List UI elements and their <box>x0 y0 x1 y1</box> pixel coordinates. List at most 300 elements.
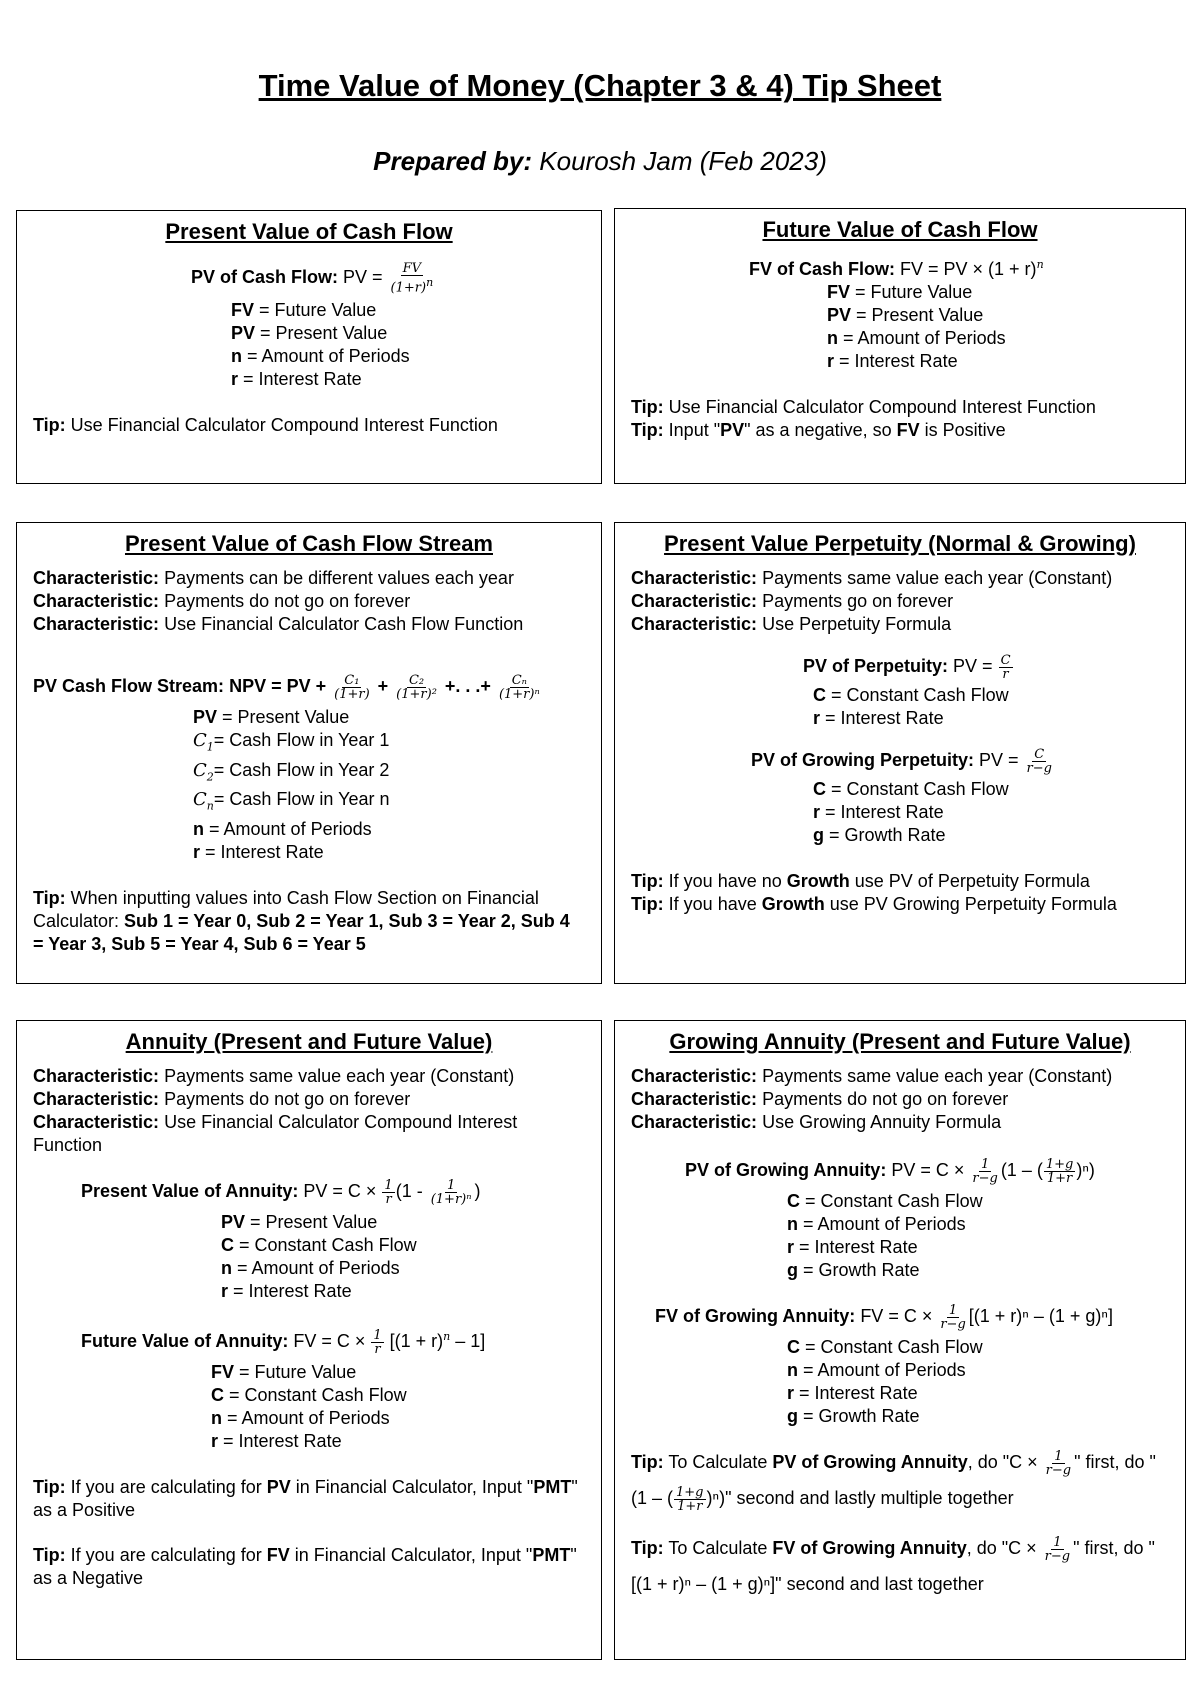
tip-bold: PMT <box>532 1545 571 1565</box>
formula-label: PV Cash Flow Stream: <box>33 676 225 696</box>
def-c1 <box>193 729 585 759</box>
tip <box>631 419 1169 442</box>
tip-text: To Calculate <box>663 1452 773 1472</box>
tip-text: , do "C × <box>966 1538 1042 1558</box>
definition-list <box>631 778 1169 847</box>
def-text: = Amount of Periods <box>242 346 410 366</box>
char-label: Characteristic: <box>631 1112 758 1132</box>
def-symbol: PV <box>193 707 218 727</box>
def-symbol: C <box>813 685 826 705</box>
def-text: = Constant Cash Flow <box>826 685 1009 705</box>
numerator: Cₙ <box>511 672 527 688</box>
numerator: 1 <box>1053 1534 1062 1550</box>
char-label: Characteristic: <box>33 1066 160 1086</box>
tip-bold: FV <box>266 1545 290 1565</box>
char-text: Payments same value each year (Constant) <box>757 1066 1113 1086</box>
def-r <box>231 368 585 391</box>
characteristic <box>33 590 585 613</box>
fraction <box>429 1179 474 1206</box>
definition-list <box>631 1190 1169 1282</box>
formula-lhs: PV = C × <box>886 1160 970 1180</box>
def-text: = Interest Rate <box>218 1431 342 1451</box>
char-label: Characteristic: <box>33 614 160 634</box>
denominator: r−g <box>1044 1548 1071 1564</box>
author-label: Prepared by: <box>373 146 533 176</box>
tip-text: , do "C × <box>967 1452 1043 1472</box>
def-g <box>787 1405 1169 1428</box>
def-n <box>221 1257 585 1280</box>
characteristic <box>33 1111 585 1157</box>
numerator: FV <box>402 261 422 277</box>
formula-text: – 1] <box>450 1331 486 1351</box>
subscript: 2 <box>206 770 214 784</box>
def-text: = Interest Rate <box>228 1281 352 1301</box>
def-cn <box>193 788 585 818</box>
def-text: = Future Value <box>234 1362 357 1382</box>
def-c <box>787 1190 1169 1213</box>
tip <box>33 1544 585 1590</box>
def-symbol: r <box>813 802 821 822</box>
formula-lhs: FV = C × <box>288 1331 371 1351</box>
tip-label: Tip: <box>631 420 664 440</box>
def-symbol: PV <box>231 323 256 343</box>
numerator: 1 <box>980 1156 990 1172</box>
tip <box>631 870 1169 893</box>
def-text: = Present Value <box>851 305 984 325</box>
denominator: r−g <box>1045 1462 1072 1478</box>
subscript: 1 <box>206 740 214 754</box>
tip-label: Tip: <box>33 887 66 908</box>
def-symbol: n <box>827 328 838 348</box>
numerator: C <box>1034 746 1045 762</box>
subscript: n <box>206 799 214 813</box>
def-symbol: n <box>221 1258 232 1278</box>
def-symbol: n <box>193 818 204 839</box>
def-r <box>193 841 585 864</box>
def-text: = Amount of Periods <box>222 1408 390 1428</box>
tip-label: Tip: <box>33 415 66 435</box>
def-r <box>827 350 1169 373</box>
def-r <box>211 1430 585 1453</box>
numerator: C₂ <box>408 672 425 688</box>
def-r <box>813 801 1169 824</box>
numerator: 1 <box>948 1302 958 1318</box>
author-name: Kourosh Jam (Feb 2023) <box>539 146 827 176</box>
box-title: Present Value of Cash Flow <box>165 219 453 244</box>
author-line <box>0 146 1200 177</box>
char-text: Use Perpetuity Formula <box>757 614 952 634</box>
denominator: r <box>374 1341 381 1357</box>
def-text: = Constant Cash Flow <box>224 1385 407 1405</box>
def-text: = Growth Rate <box>824 825 946 845</box>
box-cash-flow-stream <box>16 522 602 984</box>
def-text: = Interest Rate <box>794 1383 918 1403</box>
pv-formula <box>33 255 585 299</box>
tip-text: Use Financial Calculator Compound Interest Function <box>65 415 498 435</box>
def-c2 <box>193 759 585 789</box>
char-label: Characteristic: <box>33 568 160 588</box>
fv-growing-annuity-formula <box>631 1296 1169 1336</box>
def-g <box>787 1259 1169 1282</box>
definition-list <box>631 1336 1169 1428</box>
characteristic <box>631 613 1169 636</box>
fraction <box>938 1304 967 1331</box>
formula-label: FV of Growing Annuity: <box>655 1306 856 1326</box>
formula-label: PV of Cash Flow: <box>191 267 339 287</box>
def-n <box>193 818 585 841</box>
def-symbol: r <box>211 1431 219 1451</box>
tip-text: If you have no <box>663 871 787 891</box>
tip-text: Input " <box>663 420 721 440</box>
box-growing-annuity <box>614 1020 1186 1660</box>
def-text: = Growth Rate <box>798 1406 920 1426</box>
tip-bold: PV of Growing Annuity <box>772 1452 968 1472</box>
def-pv <box>193 706 585 729</box>
characteristic <box>631 1065 1169 1088</box>
tip-bold: Growth <box>786 871 850 891</box>
def-text: = Amount of Periods <box>798 1214 966 1234</box>
denominator: r−g <box>940 1316 966 1332</box>
char-label: Characteristic: <box>631 614 758 634</box>
formula-lhs: PV = <box>974 750 1024 770</box>
formula-text: [(1 + r)ⁿ – (1 + g)ⁿ] <box>968 1306 1113 1326</box>
operator: + <box>372 676 394 696</box>
fraction <box>970 1158 999 1185</box>
def-text: = Interest Rate <box>820 802 944 822</box>
tip-text: Use Financial Calculator Compound Interest Function <box>663 397 1096 417</box>
tip-bold: FV of Growing Annuity <box>772 1538 967 1558</box>
numerator: 1 <box>1054 1448 1063 1464</box>
char-label: Characteristic: <box>631 591 758 611</box>
perpetuity-formula <box>631 648 1169 684</box>
denominator: r <box>1002 666 1009 682</box>
exponent: n <box>1036 258 1044 271</box>
char-text: Payments do not go on forever <box>757 1089 1009 1109</box>
tip-text: To Calculate <box>663 1538 773 1558</box>
tip-bold: PMT <box>533 1477 572 1497</box>
formula-lhs: PV = <box>948 656 998 676</box>
def-c <box>221 1234 585 1257</box>
formula-label: PV of Perpetuity: <box>803 656 949 676</box>
def-symbol: C <box>221 1235 234 1255</box>
fraction <box>371 1329 383 1356</box>
def-symbol: PV <box>827 305 852 325</box>
def-text: = Interest Rate <box>834 351 958 371</box>
denominator: (1+r)ⁿ <box>430 1191 472 1207</box>
def-text: = Amount of Periods <box>838 328 1006 348</box>
characteristic <box>631 590 1169 613</box>
def-symbol: g <box>787 1406 798 1426</box>
tip <box>631 893 1169 916</box>
tip-text: is Positive <box>919 420 1006 440</box>
tip-text: )ⁿ)" second and lastly multiple together <box>706 1488 1014 1508</box>
def-text: = Cash Flow in Year n <box>213 789 390 810</box>
def-pv <box>221 1211 585 1234</box>
def-text: = Amount of Periods <box>232 1258 400 1278</box>
definition-list <box>33 706 585 864</box>
def-symbol: FV <box>827 282 851 302</box>
fraction <box>394 674 439 701</box>
fraction <box>999 654 1013 681</box>
tip-label: Tip: <box>631 1538 664 1558</box>
def-text: = Amount of Periods <box>204 818 372 839</box>
tip <box>631 396 1169 419</box>
tip-text: " as a Negative <box>33 1545 577 1588</box>
fraction <box>382 1179 394 1206</box>
def-c <box>211 1384 585 1407</box>
denominator: (1+r)² <box>396 686 437 702</box>
formula-text: )ⁿ) <box>1076 1160 1095 1180</box>
den-text: (1+r) <box>390 280 427 296</box>
characteristic <box>33 1065 585 1088</box>
def-n <box>827 327 1169 350</box>
exponent: n <box>443 1330 451 1343</box>
box-present-value <box>16 210 602 484</box>
formula-label: PV of Growing Annuity: <box>685 1160 887 1180</box>
def-symbol: C <box>193 730 207 751</box>
def-text: = Future Value <box>850 282 973 302</box>
def-symbol: n <box>787 1214 798 1234</box>
formula-text: FV = PV × (1 + r) <box>895 259 1037 279</box>
def-fv <box>211 1361 585 1384</box>
definition-list <box>33 1211 585 1303</box>
fraction <box>1025 748 1054 775</box>
def-symbol: n <box>211 1408 222 1428</box>
char-text: Payments do not go on forever <box>159 1089 411 1109</box>
def-symbol: n <box>231 346 242 366</box>
def-n <box>787 1213 1169 1236</box>
box-title: Future Value of Cash Flow <box>762 217 1038 242</box>
tip-label: Tip: <box>631 871 664 891</box>
denominator <box>389 276 436 294</box>
def-r <box>221 1280 585 1303</box>
def-symbol: C <box>193 789 207 811</box>
def-symbol: n <box>787 1360 798 1380</box>
def-symbol: PV <box>221 1212 246 1232</box>
box-perpetuity <box>614 522 1186 984</box>
char-text: Payments go on forever <box>757 591 954 611</box>
def-symbol: C <box>787 1191 800 1211</box>
box-future-value <box>614 208 1186 484</box>
def-pv <box>231 322 585 345</box>
tip-text: use PV of Perpetuity Formula <box>849 871 1090 891</box>
def-symbol: r <box>827 351 835 371</box>
formula-label: Future Value of Annuity: <box>81 1331 289 1351</box>
def-r <box>787 1236 1169 1259</box>
tip-bold: PV <box>266 1477 291 1497</box>
def-symbol: g <box>787 1260 798 1280</box>
denominator: 1+r <box>677 1498 703 1514</box>
tip-label: Tip: <box>631 894 664 914</box>
tip-text: in Financial Calculator, Input " <box>289 1545 533 1565</box>
def-n <box>211 1407 585 1430</box>
def-text: = Present Value <box>245 1212 378 1232</box>
denominator: (1+r)ⁿ <box>498 686 540 702</box>
char-label: Characteristic: <box>33 591 160 611</box>
characteristic <box>631 1088 1169 1111</box>
fv-annuity-formula <box>33 1317 585 1361</box>
def-symbol: r <box>221 1281 229 1301</box>
growing-perpetuity-formula <box>631 742 1169 778</box>
formula-text: (1 - <box>395 1181 428 1201</box>
formula-lhs: PV = C × <box>298 1181 382 1201</box>
fraction <box>674 1486 706 1513</box>
characteristic <box>33 567 585 590</box>
def-n <box>787 1359 1169 1382</box>
char-label: Characteristic: <box>33 1112 160 1132</box>
tip-text: " first, do "(1 – ( <box>631 1452 1156 1508</box>
pv-growing-annuity-formula <box>631 1150 1169 1190</box>
numerator: 1+g <box>1045 1156 1074 1172</box>
fraction <box>497 674 542 701</box>
tip-text: use PV Growing Perpetuity Formula <box>824 894 1117 914</box>
denominator: 1+r <box>1046 1170 1073 1186</box>
tip-bold: Growth <box>761 894 825 914</box>
pv-annuity-formula <box>33 1171 585 1211</box>
fraction <box>1044 1450 1073 1477</box>
tip-text: " first, do "[(1 + r)ⁿ – (1 + g)ⁿ]" second and last together <box>631 1538 1155 1594</box>
char-label: Characteristic: <box>33 1089 160 1109</box>
denominator: r <box>385 1191 392 1207</box>
numerator: 1 <box>384 1177 393 1193</box>
char-label: Characteristic: <box>631 1089 758 1109</box>
def-r <box>813 707 1169 730</box>
def-text: = Cash Flow in Year 1 <box>213 730 390 750</box>
char-text: Use Growing Annuity Formula <box>757 1112 1002 1132</box>
def-symbol: FV <box>231 300 255 320</box>
tip-text: in Financial Calculator, Input " <box>290 1477 534 1497</box>
def-symbol: r <box>231 369 239 389</box>
numerator: 1 <box>446 1177 456 1193</box>
characteristic <box>33 1088 585 1111</box>
fraction <box>332 674 372 701</box>
def-c <box>813 684 1169 707</box>
operator: +. . .+ <box>439 676 496 696</box>
def-text: = Present Value <box>255 323 388 343</box>
def-n <box>231 345 585 368</box>
def-fv <box>231 299 585 322</box>
char-text: Use Financial Calculator Compound Interest Function <box>33 1112 518 1155</box>
def-symbol: C <box>211 1385 224 1405</box>
box-title: Present Value of Cash Flow Stream <box>124 531 493 556</box>
def-fv <box>827 281 1169 304</box>
numerator: C <box>1000 652 1011 668</box>
def-symbol: g <box>813 825 824 845</box>
box-title: Present Value Perpetuity (Normal & Growing) <box>664 531 1136 556</box>
def-text: = Interest Rate <box>238 369 362 389</box>
def-text: = Constant Cash Flow <box>826 779 1009 799</box>
tip-text: If you have <box>663 894 762 914</box>
characteristic <box>631 567 1169 590</box>
characteristic <box>631 1111 1169 1134</box>
char-label: Characteristic: <box>631 1066 758 1086</box>
def-text: = Future Value <box>254 300 377 320</box>
tip-bold: Sub 1 = Year 0, Sub 2 = Year 1, Sub 3 = Year 2, Sub 4 = Year 3, Sub 5 = Year 4, Sub 6 = Year 5 <box>33 910 570 954</box>
def-text: = Interest Rate <box>200 841 324 862</box>
denominator: r−g <box>972 1170 998 1186</box>
def-text: = Constant Cash Flow <box>234 1235 417 1255</box>
def-symbol: C <box>787 1337 800 1357</box>
characteristic <box>33 613 585 636</box>
exponent: n <box>426 276 434 290</box>
def-symbol: r <box>813 708 821 728</box>
tip-label: Tip: <box>631 397 664 417</box>
def-g <box>813 824 1169 847</box>
def-symbol: C <box>813 779 826 799</box>
definition-list <box>33 1361 585 1453</box>
def-pv <box>827 304 1169 327</box>
tip-label: Tip: <box>33 1545 66 1565</box>
def-symbol: r <box>787 1383 795 1403</box>
char-text: Use Financial Calculator Cash Flow Function <box>159 614 524 634</box>
tip-label: Tip: <box>631 1452 664 1472</box>
box-title: Annuity (Present and Future Value) <box>125 1029 493 1054</box>
stream-formula <box>33 666 585 706</box>
definition-list <box>33 299 585 391</box>
fraction <box>389 262 436 294</box>
formula-lhs: NPV = PV + <box>224 676 332 696</box>
formula-label: Present Value of Annuity: <box>81 1181 299 1201</box>
denominator: (1+r) <box>334 686 370 702</box>
tip-text: When inputting values into Cash Flow Section on Financial Calculator: <box>33 887 539 931</box>
tip-bold: PV <box>720 420 745 440</box>
tip <box>33 887 585 956</box>
box-title: Growing Annuity (Present and Future Value) <box>669 1029 1131 1054</box>
formula-label: PV of Growing Perpetuity: <box>751 750 975 770</box>
char-text: Payments same value each year (Constant) <box>159 1066 515 1086</box>
char-label: Characteristic: <box>631 568 758 588</box>
def-text: = Growth Rate <box>798 1260 920 1280</box>
tip <box>631 1444 1169 1516</box>
char-text: Payments same value each year (Constant) <box>757 568 1113 588</box>
def-symbol: r <box>787 1237 795 1257</box>
definition-list <box>631 281 1169 373</box>
fraction <box>1044 1158 1076 1185</box>
tip <box>33 1476 585 1522</box>
numerator: 1+g <box>676 1484 704 1500</box>
def-c <box>813 778 1169 801</box>
def-r <box>787 1382 1169 1405</box>
tip-text: " as a Positive <box>33 1477 578 1520</box>
formula-lhs: FV = C × <box>855 1306 938 1326</box>
def-symbol: r <box>193 841 201 862</box>
box-annuity <box>16 1020 602 1660</box>
numerator: 1 <box>373 1327 382 1343</box>
def-symbol: C <box>193 759 207 781</box>
def-text: = Interest Rate <box>794 1237 918 1257</box>
formula-text: [(1 + r) <box>384 1331 444 1351</box>
def-text: = Constant Cash Flow <box>800 1337 983 1357</box>
tip-text: If you are calculating for <box>65 1477 267 1497</box>
page-title: Time Value of Money (Chapter 3 & 4) Tip Sheet <box>258 68 942 103</box>
def-c <box>787 1336 1169 1359</box>
formula-lhs: PV = <box>338 267 388 287</box>
def-text: = Interest Rate <box>820 708 944 728</box>
char-text: Payments do not go on forever <box>159 591 411 611</box>
formula-text: (1 – ( <box>1000 1160 1043 1180</box>
fv-formula <box>631 253 1169 281</box>
def-text: = Cash Flow in Year 2 <box>213 759 390 780</box>
definition-list <box>631 684 1169 730</box>
formula-text: ) <box>474 1181 481 1201</box>
def-text: = Present Value <box>217 707 350 727</box>
char-text: Payments can be different values each year <box>159 568 514 588</box>
tip-text: If you are calculating for <box>65 1545 267 1565</box>
def-text: = Constant Cash Flow <box>800 1191 983 1211</box>
tip <box>631 1530 1169 1602</box>
tip-label: Tip: <box>33 1477 66 1497</box>
formula-label: FV of Cash Flow: <box>749 259 895 279</box>
